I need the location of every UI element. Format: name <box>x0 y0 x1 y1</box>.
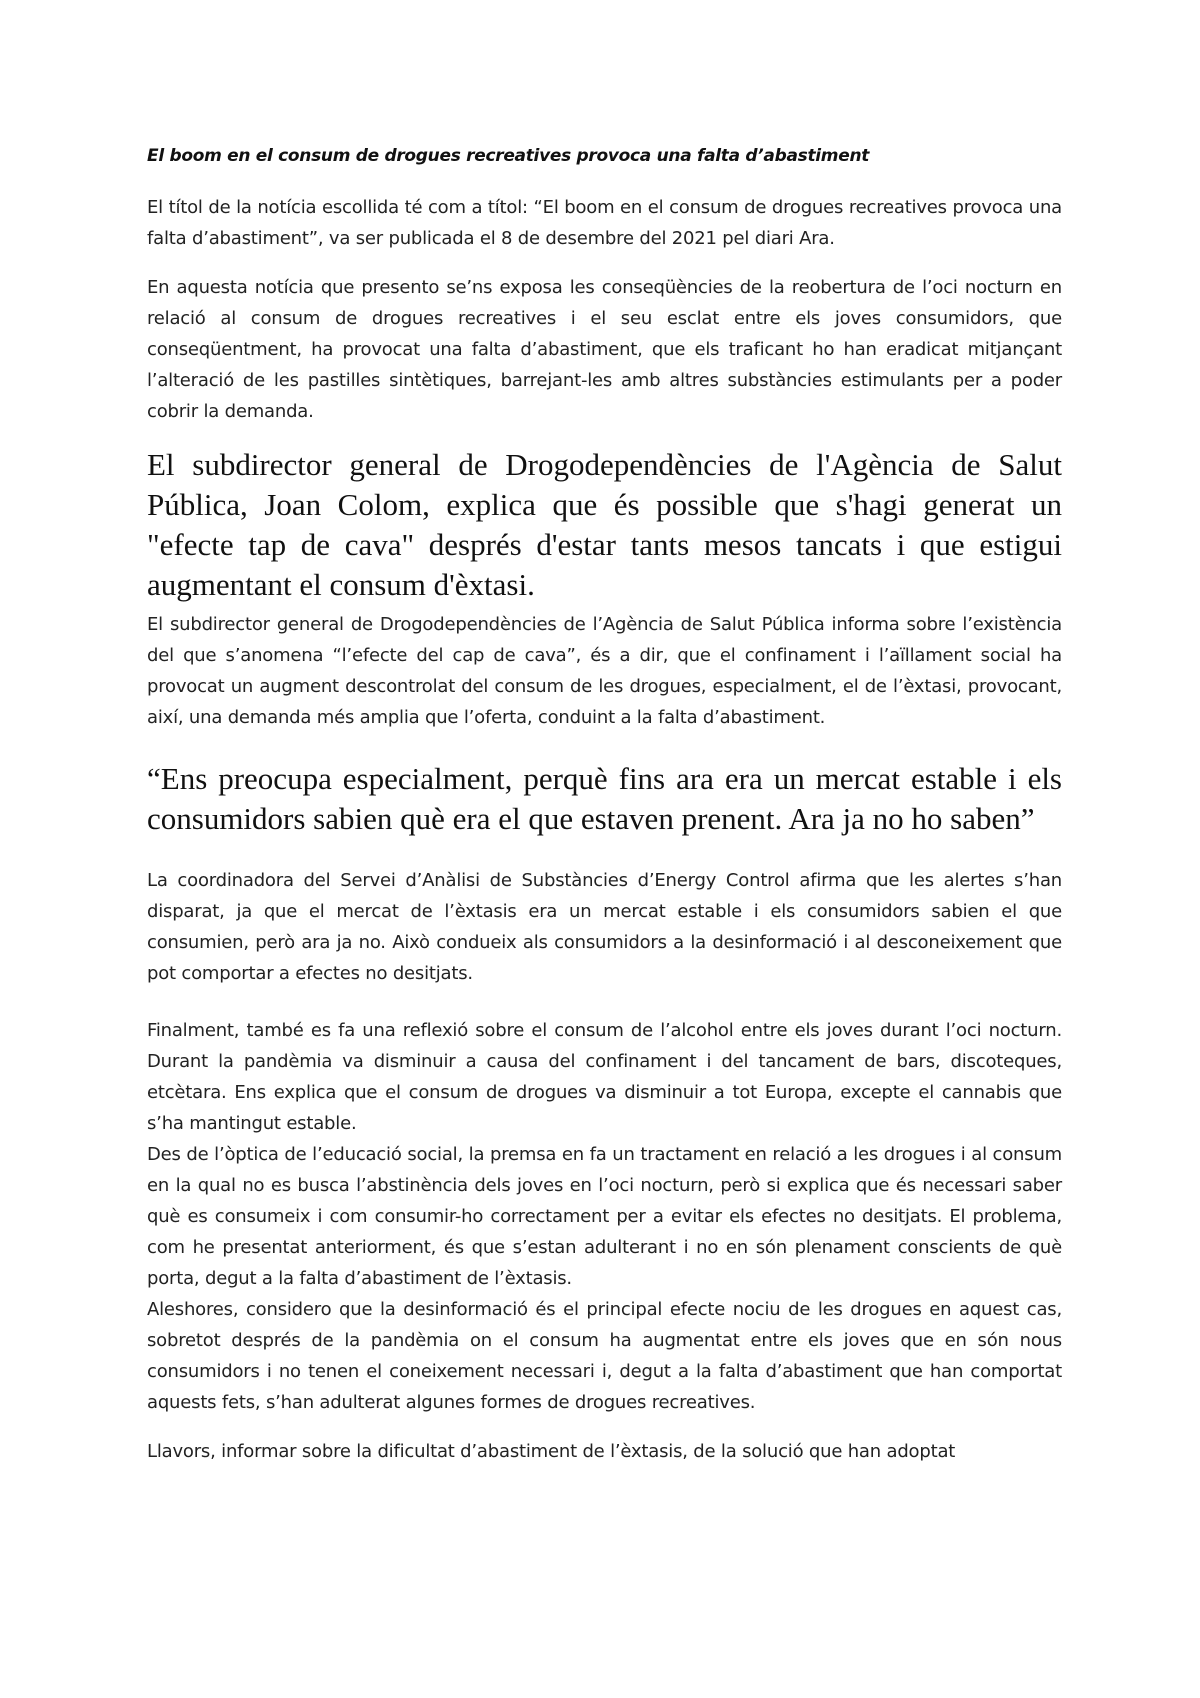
paragraph-summary: En aquesta notícia que presento se’ns exposa les conseqüències de la reobertura de l’oci nocturn en relació al consum de drogues recreatives i el seu esclat entre els joves consumidors, que conseqüentment, ha provocat una falta d’abastiment, que els traficant ho han eradicat mitjançant l’alteració de les pastilles sintètiques, barrejant-les amb altres substàncies estimulants per a poder cobrir la demanda. <box>147 277 1062 422</box>
paragraph-energy-control: La coordinadora del Servei d’Anàlisi de Substàncies d’Energy Control afirma que les alertes s’han disparat, ja que el mercat de l’èxtasis era un mercat estable i els consumidors sabien el que consumien, però ara ja no. Això condueix als consumidors a la desinformació i al desconeixement que pot comportar a efectes no desitjats. <box>147 870 1062 984</box>
quote-joan-colom: El subdirector general de Drogodependències de l'Agència de Salut Pública, Joan Colom, explica que és possible que s'hagi generat un "efecte tap de cava" després d'estar tants mesos tancats i que estigui augmentant el consum d'èxtasi. <box>147 447 1062 602</box>
paragraph-social-education: Des de l’òptica de l’educació social, la premsa en fa un tractament en relació a les drogues i al consum en la qual no es busca l’abstinència dels joves en l’oci nocturn, però si explica que és necessari saber què es consumeix i com consumir-ho correctament per a evitar els efectes no desitjats. El problema, com he presentat anteriorment, és que s’estan adulterant i no en són plenament conscients de què porta, degut a la falta d’abastiment de l’èxtasis. <box>147 1144 1062 1289</box>
paragraph-alcohol: Finalment, també es fa una reflexió sobre el consum de l’alcohol entre els joves durant l’oci nocturn. Durant la pandèmia va disminuir a causa del confinament i del tancament de bars, discoteques, etcètara. Ens explica que el consum de drogues va disminuir a tot Europa, excepte el cannabis que s’ha mantingut estable. <box>147 1020 1062 1134</box>
document-title: El boom en el consum de drogues recreatives provoca una falta d’abastiment <box>147 146 870 166</box>
paragraph-conclusion: Aleshores, considero que la desinformació és el principal efecte nociu de les drogues en aquest cas, sobretot després de la pandèmia on el consum ha augmentat entre els joves que en són nous consumidors i no tenen el coneixement necessari i, degut a la falta d’abastiment que han comportat aquests fets, s’han adulterat algunes formes de drogues recreatives. <box>147 1299 1062 1413</box>
quote-energy-control: “Ens preocupa especialment, perquè fins ara era un mercat estable i els consumidors sabien què era el que estaven prenent. Ara ja no ho saben” <box>147 761 1062 836</box>
paragraph-intro: El títol de la notícia escollida té com a títol: “El boom en el consum de drogues recreatives provoca una falta d’abastiment”, va ser publicada el 8 de desembre del 2021 pel diari Ara. <box>147 197 1062 249</box>
paragraph-final: Llavors, informar sobre la dificultat d’abastiment de l’èxtasis, de la solució que han adoptat <box>147 1441 956 1462</box>
paragraph-tap-de-cava: El subdirector general de Drogodependències de l’Agència de Salut Pública informa sobre l’existència del que s’anomena “l’efecte del cap de cava”, és a dir, que el confinament i l’aïllament social ha provocat un augment descontrolat del consum de les drogues, especialment, el de l’èxtasi, provocant, així, una demanda més amplia que l’oferta, conduint a la falta d’abastiment. <box>147 614 1062 728</box>
document-body <box>147 144 1062 1467</box>
